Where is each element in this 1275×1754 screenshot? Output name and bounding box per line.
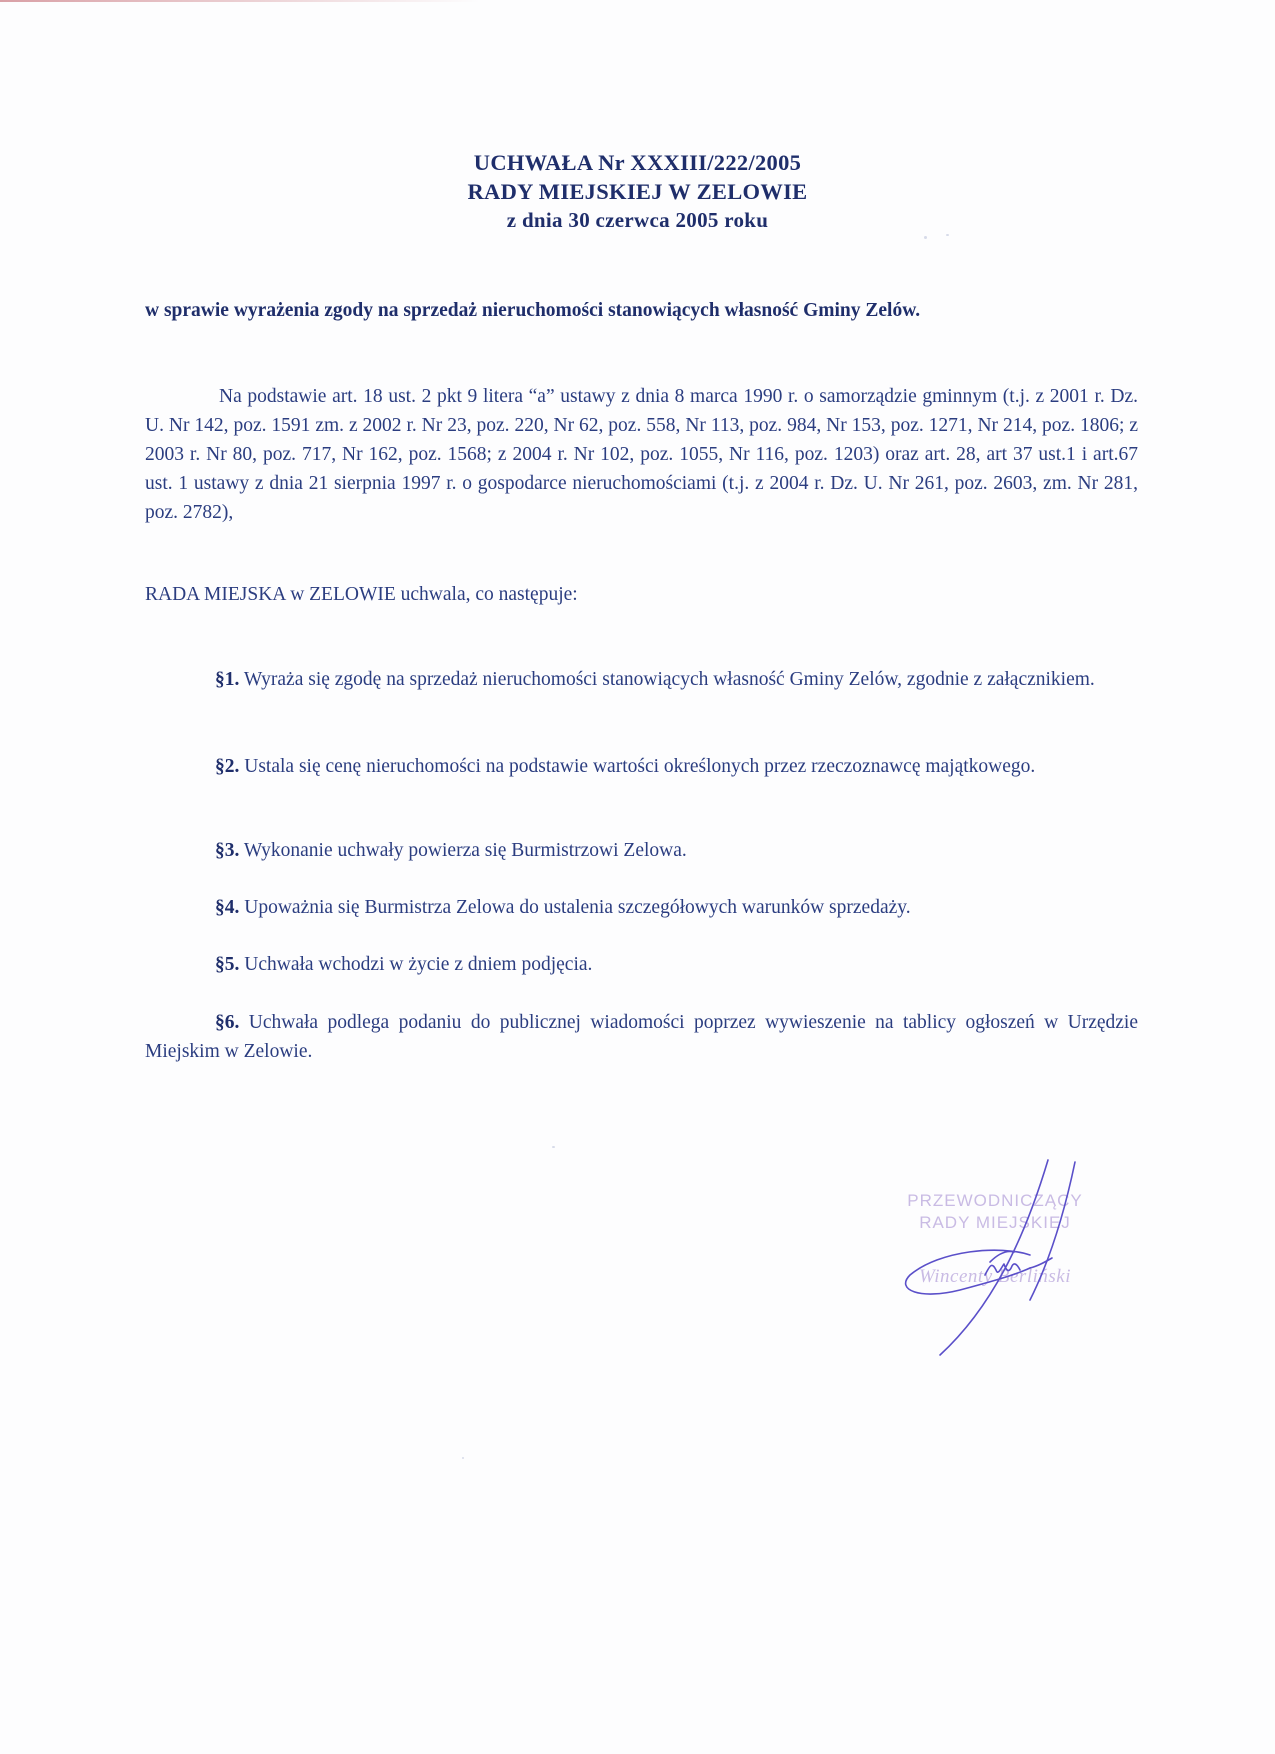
- paragraph-number: §4.: [215, 897, 240, 918]
- paragraph-text: Uchwała podlega podaniu do publicznej wiadomości poprzez wywieszenie na tablicy ogłoszeń w Urzędzie Miejskim w Zelowie.: [145, 1012, 1139, 1062]
- handwritten-signature: [880, 1150, 1100, 1370]
- stamp-line-1: PRZEWODNICZĄCY: [907, 1191, 1083, 1210]
- scan-speck: [924, 236, 927, 239]
- paragraph-text: Wyraża się zgodę na sprzedaż nieruchomości stanowiących własność Gminy Zelów, zgodnie z załącznikiem.: [243, 669, 1095, 690]
- paragraph-3: [145, 836, 1138, 865]
- paragraph-number: §2.: [215, 756, 240, 777]
- paragraph-4: [145, 893, 1138, 922]
- paragraph-2: [145, 752, 1138, 781]
- paragraph-number: §5.: [215, 954, 240, 975]
- council-resolves: RADA MIEJSKA w ZELOWIE uchwala, co następuje:: [145, 584, 578, 605]
- paragraph-text: Ustala się cenę nieruchomości na podstawie wartości określonych przez rzeczoznawcę majątkowego.: [244, 756, 1036, 777]
- paragraph-text: Wykonanie uchwały powierza się Burmistrzowi Zelowa.: [243, 840, 687, 861]
- paragraph-number: §1.: [215, 669, 240, 690]
- resolution-body: RADY MIEJSKIEJ W ZELOWIE: [467, 179, 808, 204]
- scan-speck: [552, 1146, 555, 1148]
- scan-speck: [462, 1457, 464, 1459]
- resolution-subject: w sprawie wyrażenia zgody na sprzedaż nieruchomości stanowiących własność Gminy Zelów.: [145, 300, 921, 321]
- legal-basis: Na podstawie art. 18 ust. 2 pkt 9 litera “a” ustawy z dnia 8 marca 1990 r. o samorządzie gminnym (t.j. z 2001 r. Dz. U. Nr 142, poz. 1591 zm. z 2002 r. Nr 23, poz. 220, Nr 62, poz. 558, Nr 113, poz. 984, Nr 153, poz. 1271, Nr 214, poz. 1806; z 2003 r. Nr 80, poz. 717, Nr 162, poz. 1568; z 2004 r. Nr 102, poz. 1055, Nr 116, poz. 1203) oraz art. 28, art 37 ust.1 i art.67 ust. 1 ustawy z dnia 21 sierpnia 1997 r. o gospodarce nieruchomościami (t.j. z 2004 r. Dz. U. Nr 261, poz. 2603, zm. Nr 281, poz. 2782),: [145, 386, 1138, 523]
- stamp-line-2: RADY MIEJSKIEJ: [919, 1213, 1071, 1232]
- paragraph-text: Uchwała wchodzi w życie z dniem podjęcia.: [244, 954, 593, 975]
- resolution-header: [0, 148, 1275, 235]
- scan-edge-mark: [0, 0, 480, 2]
- paragraph-number: §6.: [215, 1012, 240, 1033]
- resolution-title: UCHWAŁA Nr XXXIII/222/2005: [473, 150, 802, 175]
- paragraph-text: Upoważnia się Burmistrza Zelowa do ustalenia szczegółowych warunków sprzedaży.: [244, 897, 911, 918]
- paragraph-5: [145, 950, 1138, 979]
- stamp-name: Wincenty Berliński: [919, 1266, 1071, 1287]
- scan-speck: [946, 234, 949, 236]
- paragraph-6: [145, 1008, 1138, 1066]
- paragraph-1: [145, 665, 1138, 694]
- paragraph-number: §3.: [215, 840, 240, 861]
- resolution-date: z dnia 30 czerwca 2005 roku: [506, 208, 769, 232]
